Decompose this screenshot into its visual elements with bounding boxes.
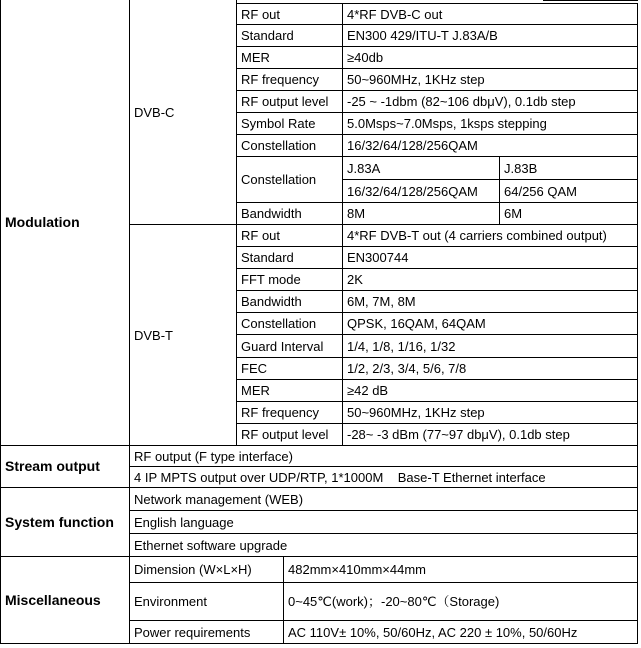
dvbt-key-fec: FEC bbox=[237, 358, 343, 380]
dvbt-val-fec: 1/2, 2/3, 3/4, 5/6, 7/8 bbox=[343, 358, 638, 380]
misc-val-power: AC 110V± 10%, 50/60Hz, AC 220 ± 10%, 50/60Hz bbox=[284, 621, 638, 644]
dvbc-j83a-val: 16/32/64/128/256QAM bbox=[343, 180, 500, 203]
subsection-label-dvbc: DVB-C bbox=[130, 0, 237, 225]
dvbt-val-fft-mode: 2K bbox=[343, 269, 638, 291]
section-label-miscellaneous: Miscellaneous bbox=[0, 557, 130, 644]
dvbc-key-constellation-2: Constellation bbox=[237, 157, 343, 203]
dvbc-val-symbol-rate: 5.0Msps~7.0Msps, 1ksps stepping bbox=[343, 113, 638, 135]
stream-line-1: RF output (F type interface) bbox=[130, 446, 638, 467]
system-line-3: Ethernet software upgrade bbox=[130, 534, 638, 557]
dvbt-val-rf-output-level: -28~ -3 dBm (77~97 dbμV), 0.1db step bbox=[343, 424, 638, 446]
dvbt-val-bandwidth: 6M, 7M, 8M bbox=[343, 291, 638, 313]
dvbc-val-rf-output-level: -25 ~ -1dbm (82~106 dbμV), 0.1db step bbox=[343, 91, 638, 113]
section-label-stream-output: Stream output bbox=[0, 446, 130, 488]
dvbt-val-guard-interval: 1/4, 1/8, 1/16, 1/32 bbox=[343, 335, 638, 358]
dvbc-key-constellation: Constellation bbox=[237, 135, 343, 157]
misc-val-dimension: 482mm×410mm×44mm bbox=[284, 557, 638, 583]
dvbc-key-bandwidth: Bandwidth bbox=[237, 203, 343, 225]
dvbc-key-mer: MER bbox=[237, 47, 343, 69]
dvbt-val-rf-out: 4*RF DVB-T out (4 carriers combined output) bbox=[343, 225, 638, 247]
dvbt-val-mer: ≥42 dB bbox=[343, 380, 638, 402]
dvbt-key-bandwidth: Bandwidth bbox=[237, 291, 343, 313]
dvbc-j83b-head: J.83B bbox=[500, 157, 638, 180]
subsection-label-dvbt: DVB-T bbox=[130, 225, 237, 446]
system-line-2: English language bbox=[130, 511, 638, 534]
dvbt-key-constellation: Constellation bbox=[237, 313, 343, 335]
misc-key-power: Power requirements bbox=[130, 621, 284, 644]
misc-key-environment: Environment bbox=[130, 583, 284, 621]
dvbc-key-rf-out: RF out bbox=[237, 3, 343, 25]
dvbc-key-standard: Standard bbox=[237, 25, 343, 47]
dvbc-val-constellation: 16/32/64/128/256QAM bbox=[343, 135, 638, 157]
dvbc-key-rf-frequency: RF frequency bbox=[237, 69, 343, 91]
dvbc-bandwidth-b: 6M bbox=[500, 203, 638, 225]
dvbc-bandwidth-a: 8M bbox=[343, 203, 500, 225]
dvbc-key-symbol-rate: Symbol Rate bbox=[237, 113, 343, 135]
dvbt-key-standard: Standard bbox=[237, 247, 343, 269]
stream-line-2: 4 IP MPTS output over UDP/RTP, 1*1000M Base-T Ethernet interface bbox=[130, 467, 638, 488]
dvbt-val-rf-frequency: 50~960MHz, 1KHz step bbox=[343, 402, 638, 424]
dvbt-key-rf-out: RF out bbox=[237, 225, 343, 247]
dvbc-j83b-val: 64/256 QAM bbox=[500, 180, 638, 203]
dvbc-val-standard: EN300 429/ITU-T J.83A/B bbox=[343, 25, 638, 47]
dvbt-val-standard: EN300744 bbox=[343, 247, 638, 269]
dvbc-val-mer: ≥40db bbox=[343, 47, 638, 69]
dvbt-key-guard-interval: Guard Interval bbox=[237, 335, 343, 358]
dvbc-key-rf-output-level: RF output level bbox=[237, 91, 343, 113]
misc-key-dimension: Dimension (W×L×H) bbox=[130, 557, 284, 583]
dvbt-val-constellation: QPSK, 16QAM, 64QAM bbox=[343, 313, 638, 335]
dvbt-key-rf-output-level: RF output level bbox=[237, 424, 343, 446]
dvbc-val-rf-out: 4*RF DVB-C out bbox=[343, 3, 638, 25]
section-label-system-function: System function bbox=[0, 488, 130, 557]
misc-val-environment: 0~45℃(work)；-20~80℃（Storage) bbox=[284, 583, 638, 621]
dvbt-key-rf-frequency: RF frequency bbox=[237, 402, 343, 424]
dvbt-key-fft-mode: FFT mode bbox=[237, 269, 343, 291]
dvbc-j83a-head: J.83A bbox=[343, 157, 500, 180]
system-line-1: Network management (WEB) bbox=[130, 488, 638, 511]
dvbt-key-mer: MER bbox=[237, 380, 343, 402]
top-border-stub bbox=[543, 0, 638, 1]
section-label-modulation: Modulation bbox=[0, 0, 130, 446]
dvbc-val-rf-frequency: 50~960MHz, 1KHz step bbox=[343, 69, 638, 91]
